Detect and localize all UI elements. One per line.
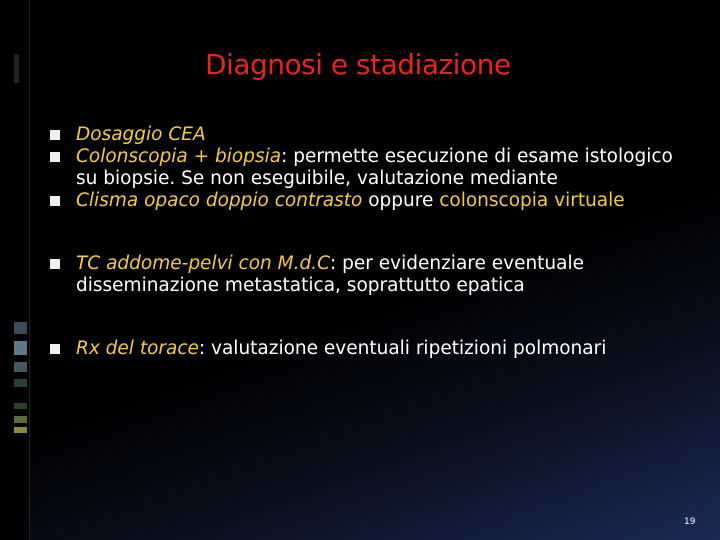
decorative-bar bbox=[14, 427, 27, 433]
bullet-text-highlight: Clisma opaco doppio contrasto bbox=[76, 190, 363, 211]
title-marker-block-inner bbox=[19, 52, 27, 85]
square-bullet-icon bbox=[50, 152, 60, 162]
bullet-text-highlight: TC addome-pelvi con M.d.C bbox=[76, 253, 331, 274]
bullet-text-highlight: colonscopia virtuale bbox=[439, 190, 625, 211]
square-bullet-icon bbox=[50, 130, 60, 140]
bullet-list bbox=[48, 124, 688, 360]
bullet-text-highlight: Rx del torace bbox=[76, 338, 199, 359]
decorative-bar bbox=[14, 341, 27, 355]
decorative-bar bbox=[14, 322, 27, 334]
square-bullet-icon bbox=[50, 196, 60, 206]
bullet-text: : per evidenziare eventuale disseminazione metastatica, soprattutto epatica bbox=[76, 253, 585, 296]
left-decorative-strip bbox=[0, 0, 29, 540]
bullet-text: : permette esecuzione di esame istologico su biopsie. Se non eseguibile, valutazione mediante bbox=[76, 146, 673, 189]
bullet-item bbox=[48, 124, 688, 146]
square-bullet-icon bbox=[50, 259, 60, 269]
spacer bbox=[48, 212, 688, 253]
decorative-bar bbox=[14, 379, 27, 387]
page-number: 19 bbox=[684, 517, 696, 527]
bullet-text: : valutazione eventuali ripetizioni polmonari bbox=[198, 338, 607, 359]
bullet-item bbox=[48, 190, 688, 212]
bullet-text: oppure bbox=[362, 190, 440, 211]
bullet-text-highlight: Colonscopia + biopsia bbox=[76, 146, 282, 167]
bullet-text: Dosaggio CEA bbox=[76, 124, 206, 145]
bullet-item bbox=[48, 338, 688, 360]
slide-title: Diagnosi e stadiazione bbox=[205, 48, 511, 81]
decorative-bar bbox=[14, 362, 27, 372]
square-bullet-icon bbox=[50, 344, 60, 354]
decorative-bar bbox=[14, 403, 27, 409]
bullet-item bbox=[48, 253, 688, 297]
decorative-bar bbox=[14, 416, 27, 423]
bullet-item bbox=[48, 146, 688, 190]
spacer bbox=[48, 297, 688, 338]
vertical-divider bbox=[29, 0, 30, 540]
